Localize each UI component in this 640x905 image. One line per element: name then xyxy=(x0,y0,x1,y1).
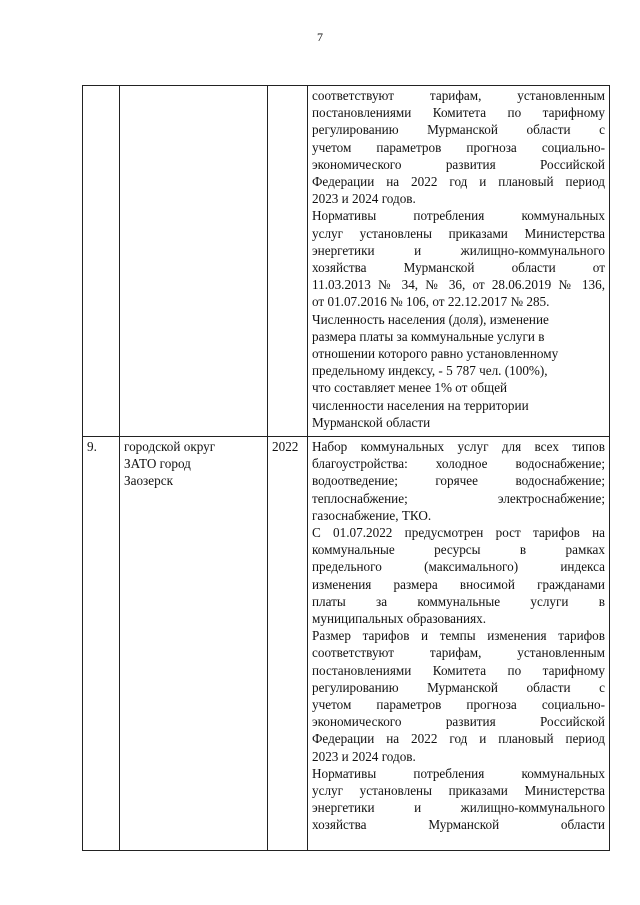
page-number: 7 xyxy=(317,30,323,44)
year-cell: 2022 xyxy=(268,437,308,851)
description-line: учетом параметров прогноза социально- xyxy=(312,139,605,155)
description-line: Мурманской области xyxy=(312,414,431,430)
description-line: 11.03.2013 № 34, № 36, от 28.06.2019 № 136, xyxy=(312,277,605,293)
description-line: благоустройства: холодное водоснабжение; xyxy=(312,456,605,472)
description-line: отношении которого равно установленному xyxy=(312,346,559,362)
description-line: коммунальные ресурсы в рамках xyxy=(312,542,605,558)
description-line: услуг установлены приказами Министерства xyxy=(312,225,605,241)
description-line: Набор коммунальных услуг для всех типов xyxy=(312,439,605,454)
municipality-line: Заозерск xyxy=(124,473,173,489)
description-line: предельному индексу, - 5 787 чел. (100%), xyxy=(312,363,548,379)
description-line: Численность населения (доля), изменение xyxy=(312,311,549,327)
description-line: экономического развития Российской xyxy=(312,156,605,172)
description-line: регулированию Мурманской области с xyxy=(312,679,605,695)
description-line: энергетики и жилищно-коммунального xyxy=(312,242,605,258)
description-cell xyxy=(308,86,610,437)
table-row xyxy=(83,86,610,437)
description-line: предельного (максимального) индекса xyxy=(312,559,605,575)
description-line: 2023 и 2024 годов. xyxy=(312,191,416,207)
description-line: соответствуют тарифам, установленным xyxy=(312,645,605,661)
description-line: учетом параметров прогноза социально- xyxy=(312,697,605,713)
description-line: хозяйства Мурманской области от xyxy=(312,260,605,276)
description-cell xyxy=(308,437,610,851)
description-line: Нормативы потребления коммунальных xyxy=(312,765,605,781)
municipality-line: городской округ xyxy=(124,439,216,454)
description-line: изменения размера вносимой гражданами xyxy=(312,576,605,592)
description-line: теплоснабжение; электроснабжение; xyxy=(312,490,605,506)
description-line: постановлениями Комитета по тарифному xyxy=(312,105,605,121)
description-line: Нормативы потребления коммунальных xyxy=(312,208,605,224)
description-line: размера платы за коммунальные услуги в xyxy=(312,328,545,344)
description-line: хозяйства Мурманской области xyxy=(312,817,605,833)
description-line: Размер тарифов и темпы изменения тарифов xyxy=(312,628,605,644)
description-line: регулированию Мурманской области с xyxy=(312,122,605,138)
description-line: экономического развития Российской xyxy=(312,714,605,730)
description-line: газоснабжение, ТКО. xyxy=(312,507,432,523)
description-line: численности населения на территории xyxy=(312,397,529,413)
description-line: от 01.07.2016 № 106, от 22.12.2017 № 285. xyxy=(312,294,550,310)
table-row xyxy=(83,437,610,851)
description-line: водоотведение; горячее водоснабжение; xyxy=(312,473,605,489)
municipality-cell xyxy=(120,86,268,437)
row-number-cell xyxy=(83,86,120,437)
description-line: услуг установлены приказами Министерства xyxy=(312,783,605,799)
municipality-line: ЗАТО город xyxy=(124,456,191,472)
description-line: соответствуют тарифам, установленным xyxy=(312,88,605,103)
description-line: Федерации на 2022 год и плановый период xyxy=(312,731,605,747)
description-line: С 01.07.2022 предусмотрен рост тарифов на xyxy=(312,525,605,541)
description-line: 2023 и 2024 годов. xyxy=(312,748,416,764)
municipality-cell xyxy=(120,437,268,851)
description-line: энергетики и жилищно-коммунального xyxy=(312,800,605,816)
description-line: постановлениями Комитета по тарифному xyxy=(312,662,605,678)
description-line: Федерации на 2022 год и плановый период xyxy=(312,174,605,190)
row-number-cell: 9. xyxy=(83,437,120,851)
description-line: муниципальных образованиях. xyxy=(312,611,487,627)
description-line: платы за коммунальные услуги в xyxy=(312,593,605,609)
description-line: что составляет менее 1% от общей xyxy=(312,380,508,396)
document-table xyxy=(82,85,610,851)
year-cell xyxy=(268,86,308,437)
